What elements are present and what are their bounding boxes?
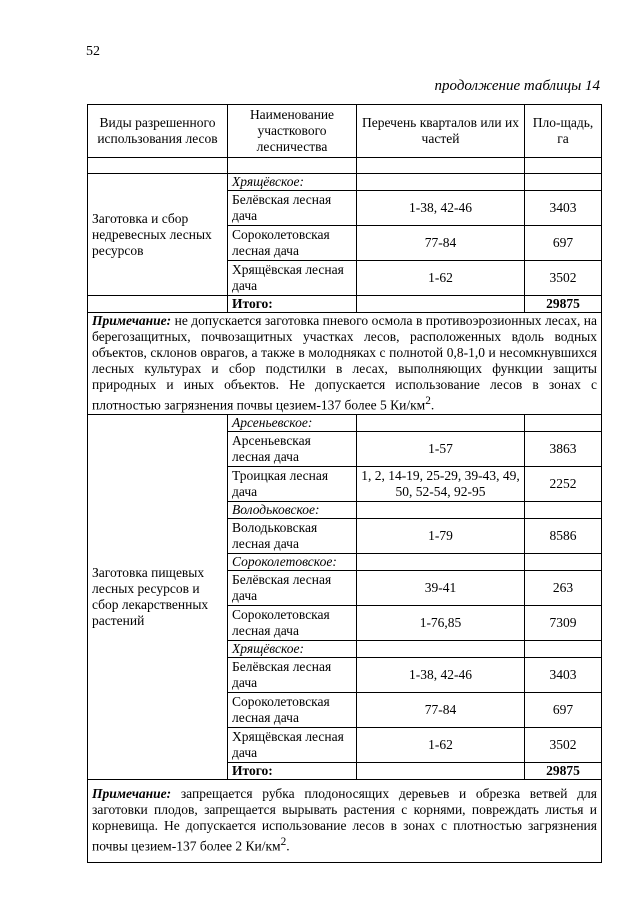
header-area: Пло-щадь, га — [525, 105, 602, 158]
quarters-cell: 1-62 — [357, 261, 525, 296]
header-use-type: Виды разрешенного использования лесов — [88, 105, 228, 158]
forest-name: Белёвская лесная дача — [228, 570, 357, 605]
table-continuation-caption: продолжение таблицы 14 — [434, 78, 600, 94]
quarters-cell: 1-38, 42-46 — [357, 191, 525, 226]
use-type-cell: Заготовка пищевых лесных ресурсов и сбор лекарственных растений — [88, 414, 228, 779]
header-district: Наименование участкового лесничества — [228, 105, 357, 158]
district-name: Хрящёвское: — [228, 174, 357, 191]
note-end: . — [286, 838, 290, 854]
forest-name: Белёвская лесная дача — [228, 191, 357, 226]
total-label: Итого: — [228, 296, 357, 313]
quarters-cell: 1-79 — [357, 518, 525, 553]
area-cell: 2252 — [525, 466, 602, 501]
note-row — [88, 779, 602, 862]
forest-name: Троицкая лесная дача — [228, 466, 357, 501]
forest-use-table — [87, 104, 602, 863]
table-row — [88, 414, 602, 431]
area-cell: 3502 — [525, 727, 602, 762]
area-cell: 7309 — [525, 605, 602, 640]
forest-name: Хрящёвская лесная дача — [228, 261, 357, 296]
note-cell — [88, 779, 602, 862]
forest-name: Хрящёвская лесная дача — [228, 727, 357, 762]
area-cell: 3403 — [525, 657, 602, 692]
note-end: . — [430, 397, 435, 413]
quarters-cell: 1-38, 42-46 — [357, 657, 525, 692]
total-row — [88, 296, 602, 313]
note-row — [88, 313, 602, 415]
area-cell: 263 — [525, 570, 602, 605]
area-cell: 3863 — [525, 431, 602, 466]
area-cell: 8586 — [525, 518, 602, 553]
spacer-row — [88, 158, 602, 174]
page-number: 52 — [86, 44, 100, 59]
table-row — [88, 174, 602, 191]
note-text: запрещается рубка плодоносящих деревьев и обрезка ветвей для заготовки плодов, запрещается вырывать растения с корнями, повреждать листья и корневища. Не допускается использование лесов в зонах с плотностью загрязнения почвы цезием-137 более 2 Ки/км — [92, 786, 597, 854]
forest-name: Сороколетовская лесная дача — [228, 692, 357, 727]
quarters-cell: 1-62 — [357, 727, 525, 762]
forest-name: Сороколетовская лесная дача — [228, 226, 357, 261]
total-area: 29875 — [525, 296, 602, 313]
quarters-cell: 77-84 — [357, 226, 525, 261]
quarters-cell: 1-57 — [357, 431, 525, 466]
note-superscript: 2 — [280, 836, 287, 849]
total-label: Итого: — [228, 762, 357, 779]
forest-name: Белёвская лесная дача — [228, 657, 357, 692]
quarters-cell: 77-84 — [357, 692, 525, 727]
district-name: Арсеньевское: — [228, 414, 357, 431]
forest-name: Сороколетовская лесная дача — [228, 605, 357, 640]
area-cell: 697 — [525, 226, 602, 261]
forest-name: Арсеньевская лесная дача — [228, 431, 357, 466]
note-label: Примечание: — [92, 313, 172, 328]
quarters-cell: 39-41 — [357, 570, 525, 605]
district-name: Володьковское: — [228, 501, 357, 518]
district-name: Сороколетовское: — [228, 553, 357, 570]
note-label: Примечание: — [92, 786, 172, 802]
header-quarters: Перечень кварталов или их частей — [357, 105, 525, 158]
area-cell: 697 — [525, 692, 602, 727]
area-cell: 3502 — [525, 261, 602, 296]
note-cell — [88, 313, 602, 415]
note-superscript: 2 — [425, 395, 431, 407]
use-type-cell: Заготовка и сбор недревесных лесных ресурсов — [88, 174, 228, 296]
table-header-row — [88, 105, 602, 158]
forest-name: Володьковская лесная дача — [228, 518, 357, 553]
quarters-cell: 1, 2, 14-19, 25-29, 39-43, 49, 50, 52-54, 92-95 — [357, 466, 525, 501]
area-cell: 3403 — [525, 191, 602, 226]
note-text: не допускается заготовка пневого осмола в противоэрозионных лесах, на берегозащитных, почвозащитных участках лесов, расположенных вдоль водных объектов, склонов оврагов, а также в молодняках с полнотой 0,8-1,0 и несомкнувшихся лесных культурах и сбор подстилки в лесах, выполняющих функции защиты природных и иных объектов. Не допускается использование лесов в зонах с плотностью загрязнения почвы цезием-137 более 5 Ки/км — [92, 313, 597, 413]
district-name: Хрящёвское: — [228, 640, 357, 657]
quarters-cell: 1-76,85 — [357, 605, 525, 640]
total-area: 29875 — [525, 762, 602, 779]
